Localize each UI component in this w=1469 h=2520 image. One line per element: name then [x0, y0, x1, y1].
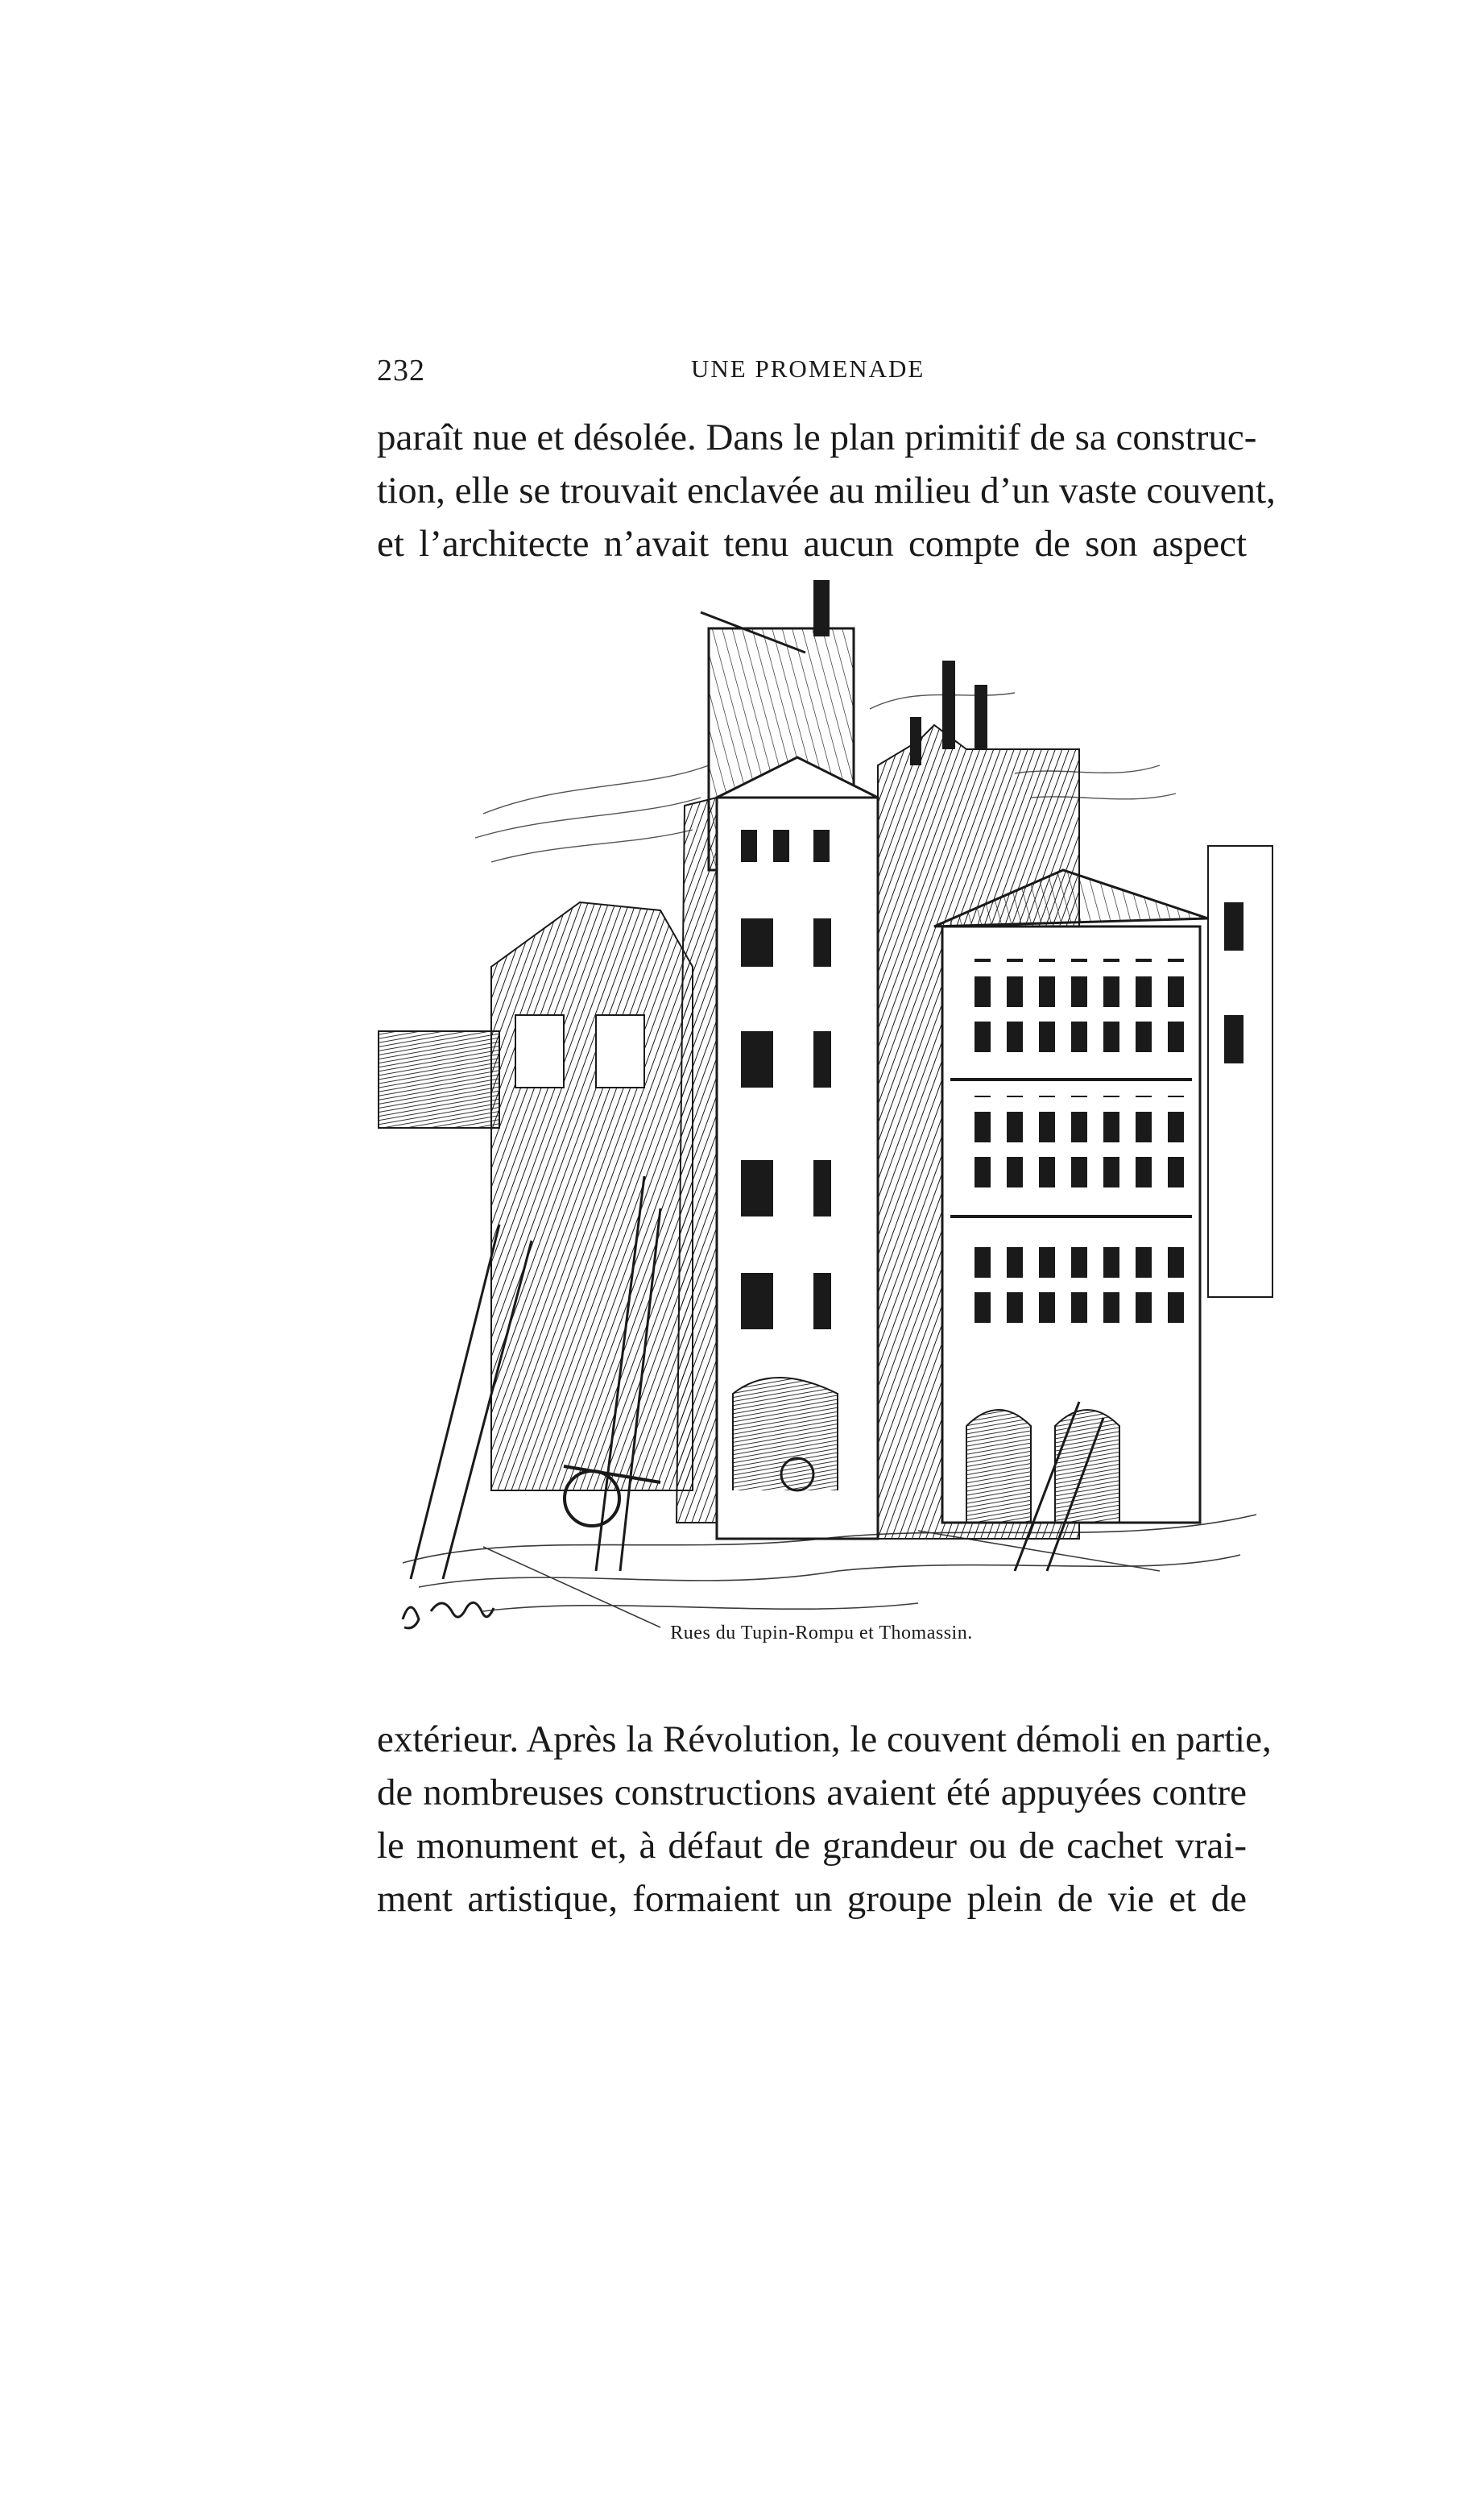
figure-caption: Rues du Tupin-Rompu et Thomassin. — [670, 1623, 973, 1643]
left-building — [379, 902, 693, 1490]
paragraph-bottom — [377, 1713, 1272, 1925]
running-title: UNE PROMENADE — [691, 354, 925, 383]
engraving-drawing — [354, 564, 1289, 1635]
page-number: 232 — [377, 354, 425, 388]
paragraph-top — [377, 411, 1276, 570]
street-illustration — [354, 564, 1289, 1635]
text-line: le monument et, à défaut de grandeur ou de cachet vrai- — [377, 1825, 1247, 1867]
central-tower — [677, 580, 878, 1539]
text-line: ment artistique, formaient un groupe plein de vie et de — [377, 1878, 1247, 1920]
running-head — [377, 353, 1247, 388]
text-line: extérieur. Après la Révolution, le couvent démoli en partie, — [377, 1718, 1272, 1760]
text-line: tion, elle se trouvait enclavée au milieu d’un vaste couvent, — [377, 470, 1276, 512]
text-line: de nombreuses constructions avaient été appuyées contre — [377, 1772, 1247, 1813]
text-line: et l’architecte n’avait tenu aucun compte de son aspect — [377, 523, 1247, 565]
text-line: paraît nue et désolée. Dans le plan primitif de sa construc- — [377, 417, 1257, 458]
